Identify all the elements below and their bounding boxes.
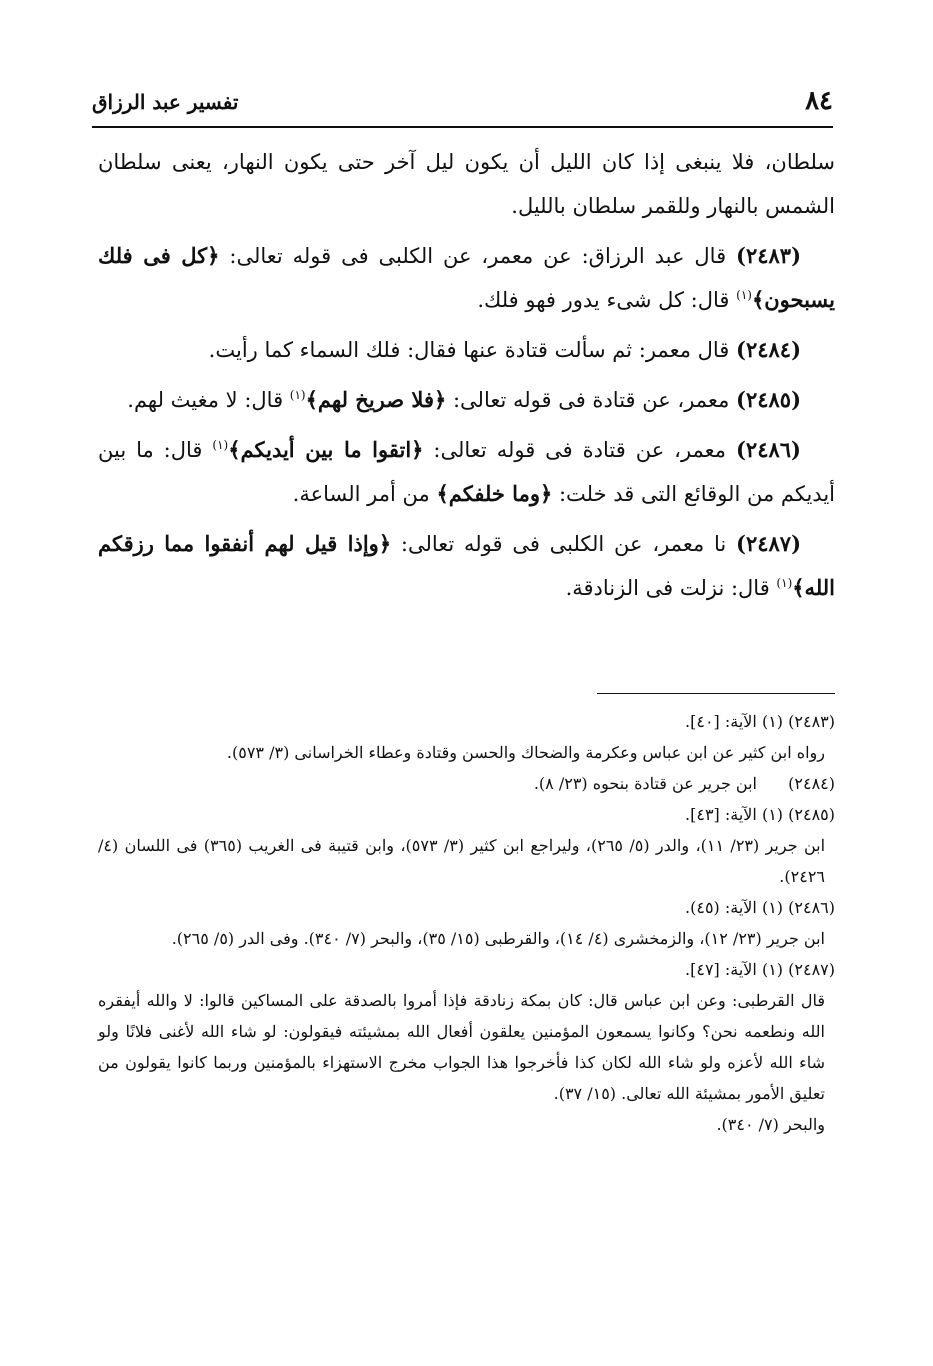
paragraph-text: سلطان، فلا ينبغى إذا كان الليل أن يكون ليل آخر حتى يكون النهار، يعنى سلطان الشمس بالنهار وللقمر سلطان بالليل. — [98, 150, 835, 218]
narration-2485 — [98, 378, 835, 422]
narration-text: قال: لا مغيث لهم. — [127, 388, 290, 412]
footnote-heading: (٢٤٨٧) (١) الآية: [٤٧]. — [685, 960, 835, 979]
footnote-text: رواه ابن كثير عن ابن عباس وعكرمة والضحاك والحسن وقتادة وعطاء الخراسانى (٣/ ٥٧٣). — [226, 743, 825, 762]
footnote-divider — [597, 693, 835, 694]
narration-text: قال معمر: ثم سألت قتادة عنها فقال: فلك السماء كما رأيت. — [208, 338, 736, 362]
footnote-marker: (١) — [289, 388, 306, 402]
narration-text: قال: كل شىء يدور فهو فلك. — [477, 288, 737, 312]
narration-text: معمر، عن قتادة فى قوله تعالى: — [423, 438, 736, 462]
footnote-label: (٢٤٨٤) — [788, 774, 835, 793]
narration-text: معمر، عن قتادة فى قوله تعالى: — [446, 388, 736, 412]
footnote-text: قال القرطبى: وعن ابن عباس قال: كان بمكة زنادقة فإذا أمروا بالصدقة على المساكين قالوا: لا والله أيفقره الله ونطعمه نحن؟ وكانوا يسمعون المؤمنين يعلقون أفعال الله بمشيئته فيقولون: لو شاء الله لأغنى فلانًا ولو شاء الله لأعزه ولو شاء الله لكان كذا فأخرجوا هذا الجواب مخرج الاستهزاء بالمؤمنين وربما كانوا يقولون من تعليق الأمور بمشيئة الله تعالى. (١٥/ ٣٧). — [98, 991, 826, 1103]
narration-number: (٢٤٨٧) — [736, 531, 801, 556]
narration-2483 — [98, 234, 835, 322]
narration-text: نا معمر، عن الكلبى فى قوله تعالى: — [391, 532, 736, 556]
footnote-text: والبحر (٧/ ٣٤٠). — [716, 1115, 825, 1134]
quran-verse: ﴿فلا صريخ لهم﴾ — [305, 387, 447, 412]
footnotes — [98, 706, 835, 1140]
narration-text: من أمر الساعة. — [292, 482, 437, 506]
narration-number: (٢٤٨٦) — [735, 437, 801, 462]
quran-verse: ﴿وإذا قيل لهم أنفقوا مما رزقكم الله﴾ — [98, 531, 835, 600]
footnote-text: ابن جرير (٢٣/ ١٢)، والزمخشرى (٤/ ١٤)، والقرطبى (١٥/ ٣٥)، والبحر (٧/ ٣٤٠). وفى الدر (٥/ ٢٦٥). — [171, 929, 825, 948]
narration-number: (٢٤٨٥) — [736, 387, 801, 412]
footnote-heading: (٢٤٨٥) (١) الآية: [٤٣]. — [685, 805, 835, 824]
quran-verse: ﴿كل فى فلك يسبحون﴾ — [98, 243, 835, 312]
quran-verse: ﴿وما خلفكم﴾ — [436, 481, 553, 506]
footnote-heading: (٢٤٨٣) (١) الآية: [٤٠]. — [685, 712, 835, 731]
page-header — [92, 84, 833, 128]
footnote-marker: (١) — [776, 576, 793, 590]
footnote-heading: (٢٤٨٦) (١) الآية: (٤٥). — [685, 898, 835, 917]
narration-text: قال: نزلت فى الزنادقة. — [565, 576, 777, 600]
footnote-text: ابن جرير عن قتادة بنحوه (٢٣/ ٨). — [533, 774, 757, 793]
quran-verse: ﴿اتقوا ما بين أيديكم﴾ — [228, 437, 424, 462]
narration-text: قال: ما بين أيديكم من الوقائع التى قد خلت: — [98, 438, 835, 506]
narration-number: (٢٤٨٤) — [736, 337, 801, 362]
narration-2486 — [98, 428, 835, 516]
page-number: ٨٤ — [805, 86, 833, 116]
paragraph-continuation — [98, 140, 835, 228]
footnote-marker: (١) — [736, 288, 752, 302]
footnote-text: ابن جرير (٢٣/ ١١)، والدر (٥/ ٢٦٥)، وليراجع ابن كثير (٣/ ٥٧٣)، وابن قتيبة فى الغريب (٣٦٥) فى اللسان (٤/ ٢٤٢٦). — [98, 836, 826, 886]
footnote-marker: (١) — [212, 438, 229, 452]
narration-number: (٢٤٨٣) — [736, 243, 802, 268]
main-text — [98, 140, 835, 616]
narration-2484 — [98, 328, 835, 372]
narration-2487 — [98, 522, 835, 610]
narration-text: قال عبد الرزاق: عن معمر، عن الكلبى فى قوله تعالى: — [219, 244, 737, 268]
running-title: تفسير عبد الرزاق — [92, 90, 239, 114]
footnote-entry — [98, 768, 835, 799]
